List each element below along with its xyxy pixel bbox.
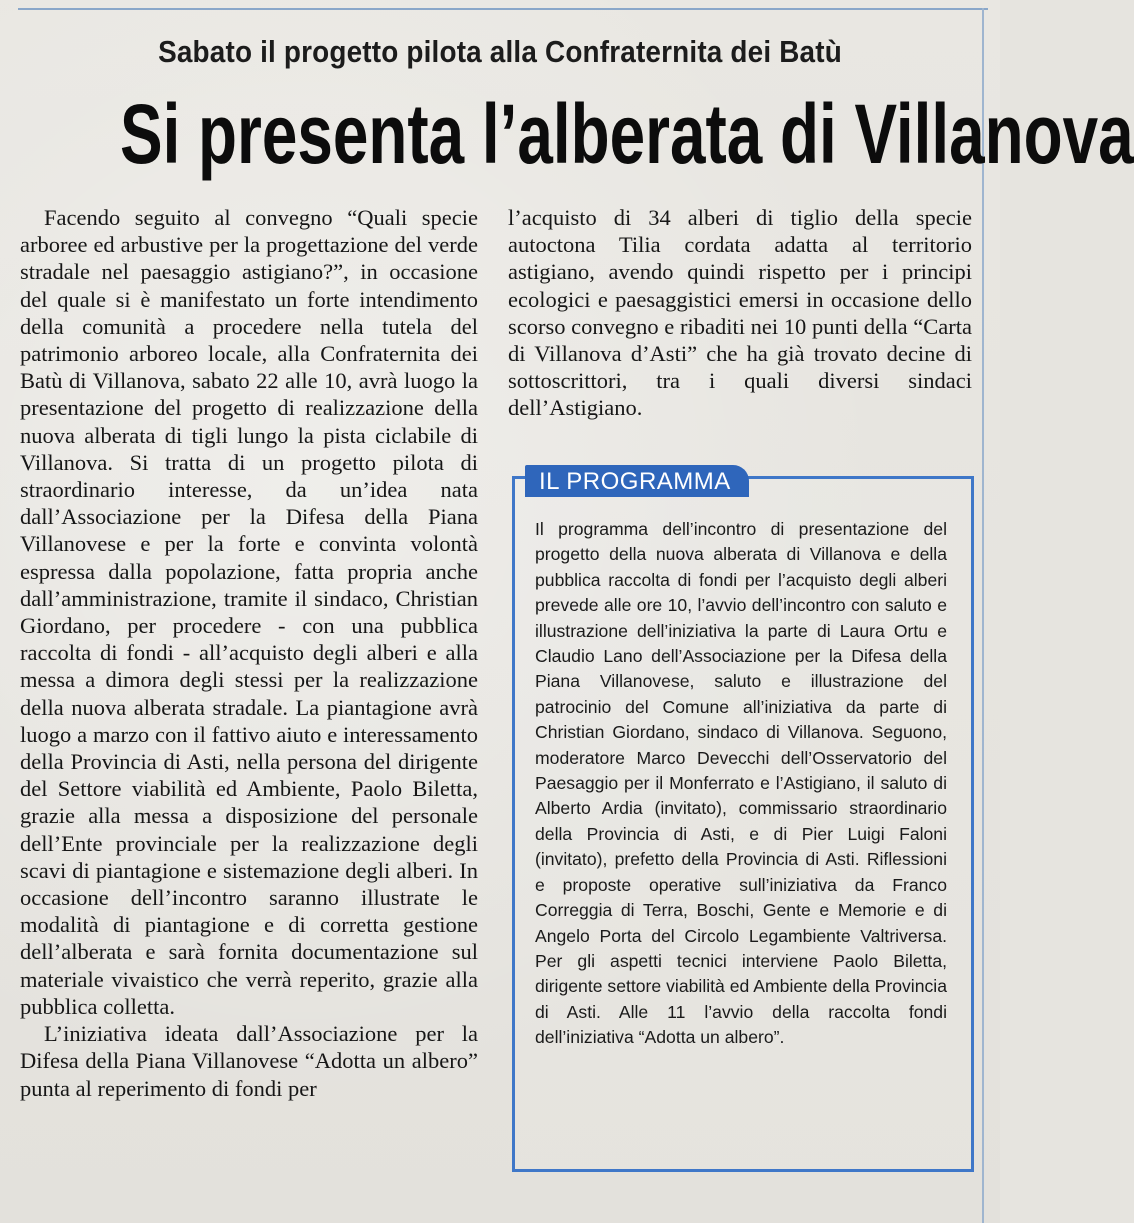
right-column [508, 204, 972, 422]
article-headline: Si presenta l’alberata di Villanova [120, 87, 1134, 181]
body-paragraph-3: l’acquisto di 34 alberi di tiglio della specie autoctona Tilia cordata adatta al territorio astigiano, avendo quindi rispetto per i principi ecologici e paesaggistici emersi in occasione dello scorso convegno e ribaditi nei 10 punti della “Carta di Villanova d’Asti” che ha già trovato decine di sottoscrittori, tra i quali diversi sindaci dell’Astigiano. [508, 205, 972, 421]
programma-box [512, 468, 974, 1172]
programma-title: IL PROGRAMMA [525, 465, 749, 497]
right-rule [982, 8, 984, 1223]
left-column [20, 204, 478, 1102]
article-kicker: Sabato il progetto pilota alla Confraternita dei Batù [158, 34, 842, 69]
top-rule [18, 8, 988, 10]
programma-text: Il programma dell’incontro di presentazione del progetto della nuova alberata di Villanova e della pubblica raccolta di fondi per l’acquisto degli alberi prevede alle ore 10, l’avvio dell’incontro con saluto e illustrazione dell’iniziativa la parte di Laura Ortu e Claudio Lano dell’Associazione per la Difesa della Piana Villanovese, saluto e illustrazione del patrocinio del Comune all’iniziativa da parte di Christian Giordano, sindaco di Villanova. Seguono, moderatore Marco Devecchi dell’Osservatorio del Paesaggio per il Monferrato e l’Astigiano, il saluto di Alberto Ardia (invitato), commissario straordinario della Provincia di Asti, e di Pier Luigi Faloni (invitato), prefetto della Provincia di Asti. Riflessioni e proposte operative sull’iniziativa da Franco Correggia di Terra, Boschi, Gente e Memorie e di Angelo Porta del Circolo Legambiente Valtriversa. Per gli aspetti tecnici interviene Paolo Biletta, dirigente settore viabilità ed Ambiente della Provincia di Asti. Alle 11 l’avvio della raccolta fondi dell’iniziativa “Adotta un albero”. [535, 519, 947, 1048]
body-paragraph-1: Facendo seguito al convegno “Quali specie arboree ed arbustive per la progettazione del verde stradale nel paesaggio astigiano?”, in occasione del quale si è manifestato un forte intendimento della comunità a procedere nella tutela del patrimonio arboreo locale, alla Confraternita dei Batù di Villanova, sabato 22 alle 10, avrà luogo la presentazione del progetto di realizzazione della nuova alberata di tigli lungo la pista ciclabile di Villanova. Si tratta di un progetto pilota di straordinario interesse, da un’idea nata dall’Associazione per la Difesa della Piana Villanovese e per la forte e convinta volontà espressa dalla popolazione, fatta propria anche dall’amministrazione, tramite il sindaco, Christian Giordano, per procedere - con una pubblica raccolta di fondi - all’acquisto degli alberi e alla messa a dimora degli stessi per la realizzazione della nuova alberata stradale. La piantagione avrà luogo a marzo con il fattivo aiuto e interessamento della Provincia di Asti, nella persona del dirigente del Settore viabilità ed Ambiente, Paolo Biletta, grazie alla messa a disposizione del personale dell’Ente provinciale per la realizzazione degli scavi di piantagione e sistemazione degli alberi. In occasione dell’incontro saranno illustrate le modalità di piantagione e di corretta gestione dell’alberata e sarà fornita documentazione sul materiale vivaistico che verrà reperito, grazie alla pubblica colletta. [20, 205, 478, 1019]
body-paragraph-2: L’iniziativa ideata dall’Associazione per la Difesa della Piana Villanovese “Adotta un albero” punta al reperimento di fondi per [20, 1021, 478, 1101]
